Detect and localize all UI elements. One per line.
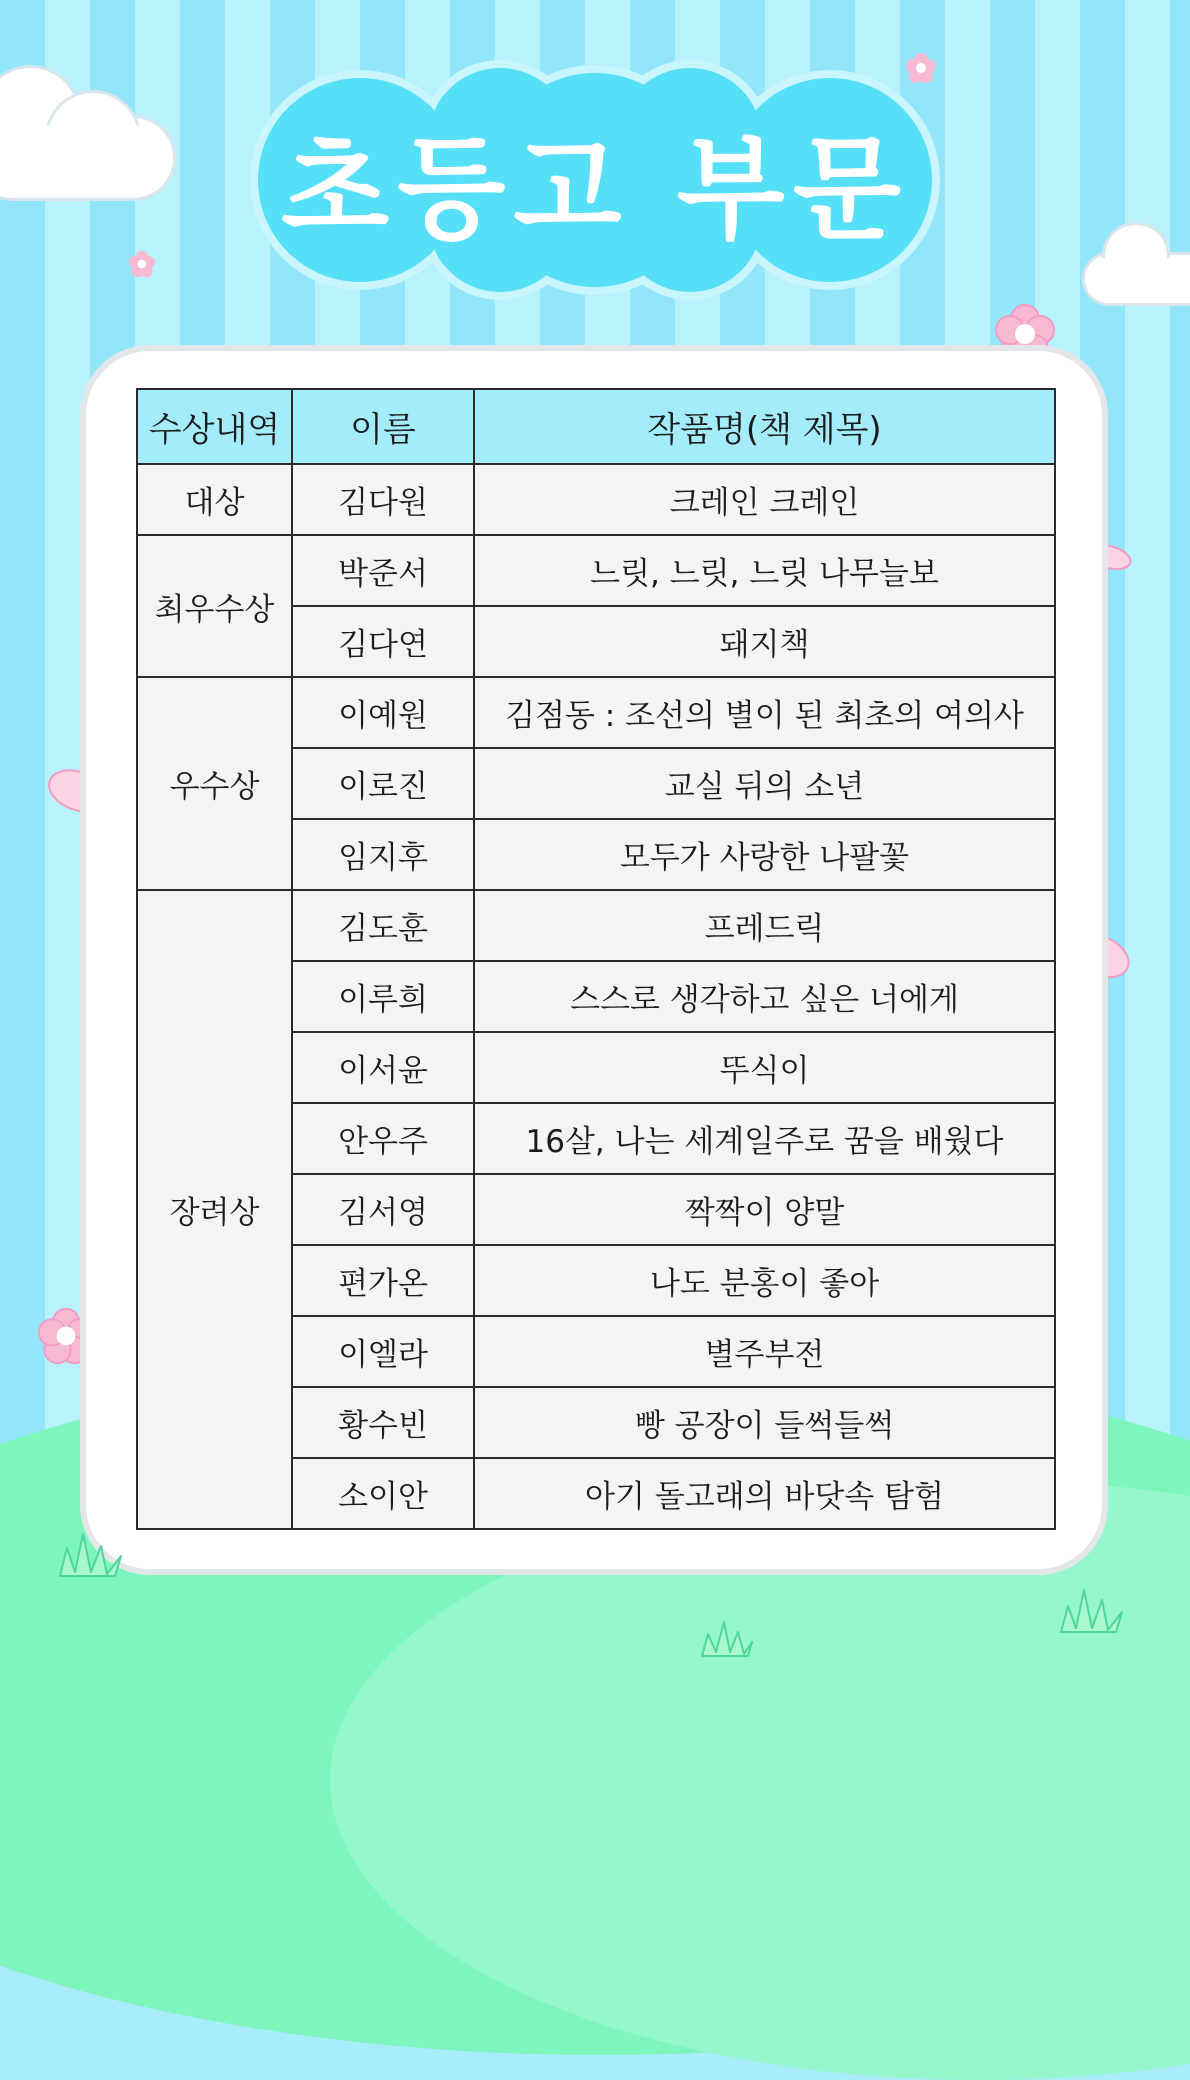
- work-cell: 빵 공장이 들썩들썩: [474, 1387, 1055, 1458]
- work-cell: 별주부전: [474, 1316, 1055, 1387]
- grass-tuft-icon-right: [1056, 1584, 1136, 1634]
- name-cell: 임지후: [292, 819, 474, 890]
- work-cell: 교실 뒤의 소년: [474, 748, 1055, 819]
- award-cell: 장려상: [137, 890, 292, 1529]
- header-work: 작품명(책 제목): [474, 389, 1055, 464]
- name-cell: 이예원: [292, 677, 474, 748]
- work-cell: 돼지책: [474, 606, 1055, 677]
- work-cell: 나도 분홍이 좋아: [474, 1245, 1055, 1316]
- cloud-top-left: [0, 55, 180, 200]
- name-cell: 편가온: [292, 1245, 474, 1316]
- awards-table: [136, 388, 1056, 1530]
- award-cell: 최우수상: [137, 535, 292, 677]
- name-cell: 이엘라: [292, 1316, 474, 1387]
- page-title: 초등고 부문: [281, 124, 909, 255]
- flower-icon-small-top: [905, 52, 937, 84]
- name-cell: 소이안: [292, 1458, 474, 1529]
- name-cell: 이루희: [292, 961, 474, 1032]
- title-banner: [250, 60, 940, 300]
- grass-tuft-icon-bottom: [698, 1618, 758, 1658]
- award-cell: 대상: [137, 464, 292, 535]
- work-cell: 16살, 나는 세계일주로 꿈을 배웠다: [474, 1103, 1055, 1174]
- work-cell: 크레인 크레인: [474, 464, 1055, 535]
- award-cell: 우수상: [137, 677, 292, 890]
- work-cell: 모두가 사랑한 나팔꽃: [474, 819, 1055, 890]
- name-cell: 안우주: [292, 1103, 474, 1174]
- work-cell: 느릿, 느릿, 느릿 나무늘보: [474, 535, 1055, 606]
- table-row: [137, 677, 1055, 748]
- table-row: [137, 464, 1055, 535]
- header-award: 수상내역: [137, 389, 292, 464]
- cloud-right: [1082, 222, 1190, 302]
- name-cell: 김도훈: [292, 890, 474, 961]
- name-cell: 김다원: [292, 464, 474, 535]
- work-cell: 아기 돌고래의 바닷속 탐험: [474, 1458, 1055, 1529]
- name-cell: 이서윤: [292, 1032, 474, 1103]
- name-cell: 김서영: [292, 1174, 474, 1245]
- name-cell: 이로진: [292, 748, 474, 819]
- table-row: [137, 535, 1055, 606]
- header-name: 이름: [292, 389, 474, 464]
- table-row: [137, 890, 1055, 961]
- name-cell: 황수빈: [292, 1387, 474, 1458]
- work-cell: 뚜식이: [474, 1032, 1055, 1103]
- work-cell: 스스로 생각하고 싶은 너에게: [474, 961, 1055, 1032]
- table-header-row: [137, 389, 1055, 464]
- work-cell: 김점동 : 조선의 별이 된 최초의 여의사: [474, 677, 1055, 748]
- work-cell: 짝짝이 양말: [474, 1174, 1055, 1245]
- name-cell: 김다연: [292, 606, 474, 677]
- name-cell: 박준서: [292, 535, 474, 606]
- work-cell: 프레드릭: [474, 890, 1055, 961]
- grass-tuft-icon-left: [55, 1528, 135, 1578]
- flower-icon-small-left: [128, 250, 156, 278]
